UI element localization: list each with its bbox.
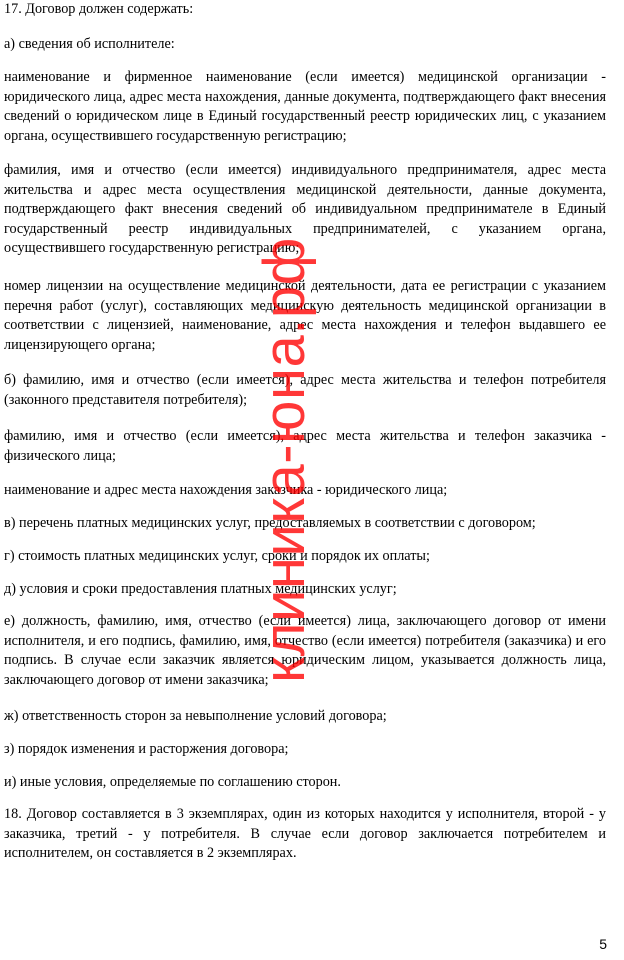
paragraph-d-terms: д) условия и сроки предоставления платных медицинских услуг;	[4, 581, 397, 597]
paragraph-g-cost: г) стоимость платных медицинских услуг, сроки и порядок их оплаты;	[4, 548, 430, 564]
paragraph-entrepreneur: фамилия, имя и отчество (если имеется) индивидуального предпринимателя, адрес места жительства и адрес места осуществления медицинской деятельности, данные документа, подтверждающего факт внесения сведений об индивидуальном предпринимателе в Единый государственный реестр индивидуальных предпринимателей, с указанием органа, осуществившего государственную регистрацию;	[4, 162, 606, 257]
paragraph-e-signatures: е) должность, фамилию, имя, отчество (если имеется) лица, заключающего договор от имени исполнителя, и его подпись, фамилию, имя, отчество (если имеется) потребителя (заказчика) и его подпись. В случае если заказчик является юридическим лицом, указывается должность лица, заключающего договор от имени заказчика;	[4, 613, 606, 688]
paragraph-i-other: и) иные условия, определяемые по соглашению сторон.	[4, 774, 341, 790]
page-number: 5	[599, 936, 607, 952]
watermark-text: клиника-юна.рф	[252, 237, 317, 683]
paragraph-customer-legal: наименование и адрес места нахождения заказчика - юридического лица;	[4, 482, 448, 498]
paragraph-b-consumer: б) фамилию, имя и отчество (если имеется), адрес места жительства и телефон потребителя (законного представителя потребителя);	[4, 372, 606, 408]
paragraph-legal-entity: наименование и фирменное наименование (если имеется) медицинской организации - юридического лица, адрес места нахождения, данные документа, подтверждающего факт внесения сведений о юридическом лице в Единый государственный реестр юридических лиц, с указанием органа, осуществившего государственную регистрацию;	[4, 69, 606, 144]
paragraph-17-heading: 17. Договор должен содержать:	[4, 1, 194, 17]
paragraph-zh-responsibility: ж) ответственность сторон за невыполнение условий договора;	[4, 708, 387, 724]
paragraph-18-copies: 18. Договор составляется в 3 экземплярах, один из которых находится у исполнителя, второй - у заказчика, третий - у потребителя. В случае если договор заключается потребителем и исполнителем, он составляется в 2 экземплярах.	[4, 806, 606, 862]
paragraph-customer-individual: фамилию, имя и отчество (если имеется), адрес места жительства и телефон заказчика - физического лица;	[4, 428, 606, 464]
paragraph-z-amendment: з) порядок изменения и расторжения договора;	[4, 741, 289, 757]
paragraph-license: номер лицензии на осуществление медицинской деятельности, дата ее регистрации с указанием перечня работ (услуг), составляющих медицинскую деятельность медицинской организации в соответствии с лицензией, наименование, адрес места нахождения и телефон выдавшего ее лицензирующего органа;	[4, 278, 606, 353]
paragraph-a-heading: а) сведения об исполнителе:	[4, 36, 175, 52]
paragraph-v-services: в) перечень платных медицинских услуг, предоставляемых в соответствии с договором;	[4, 515, 536, 531]
